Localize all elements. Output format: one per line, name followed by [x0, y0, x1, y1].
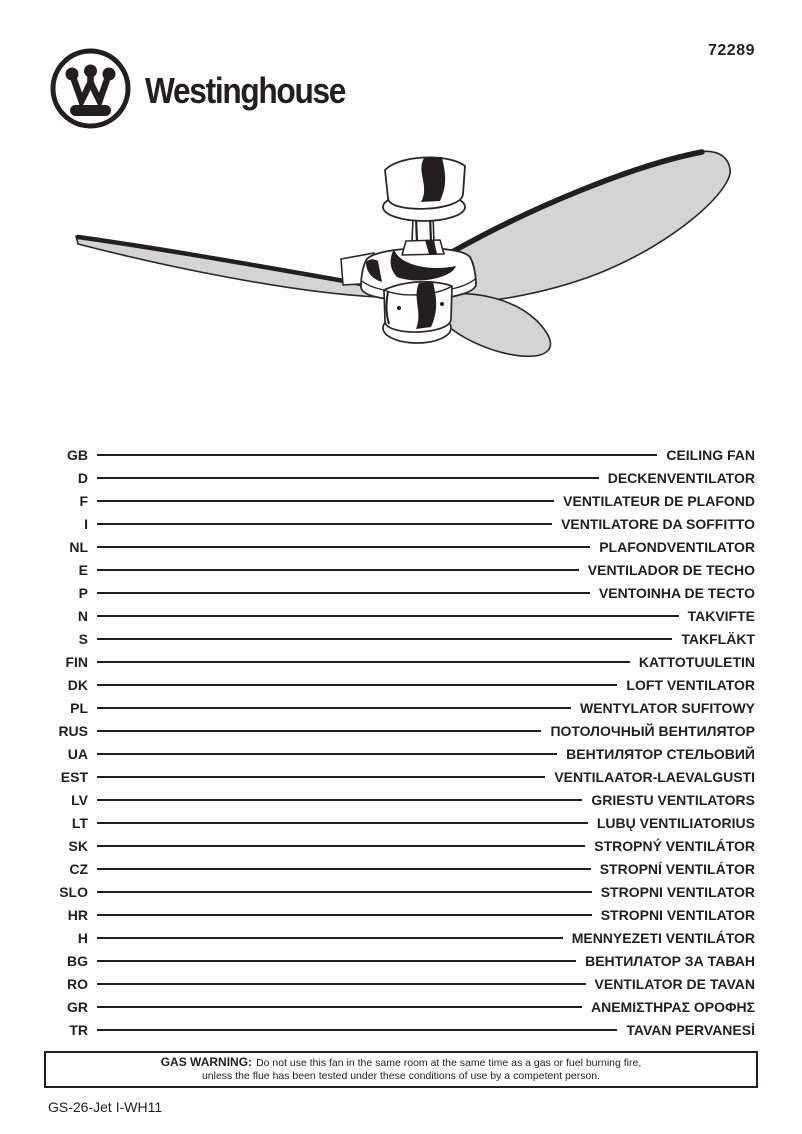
language-code: LT: [71, 814, 88, 831]
language-row: [48, 558, 755, 581]
language-row: [48, 972, 755, 995]
row-divider-line: [97, 1029, 617, 1031]
row-divider-line: [97, 638, 672, 640]
language-label: DECKENVENTILATOR: [607, 469, 755, 486]
language-row: [48, 604, 755, 627]
gas-warning-text-2: unless the flue has been tested under these conditions of use by a competent person.: [201, 1069, 601, 1082]
row-divider-line: [97, 730, 541, 732]
language-code: BG: [67, 952, 88, 969]
language-row: [48, 650, 755, 673]
language-row: [48, 949, 755, 972]
language-row: [48, 995, 755, 1018]
row-divider-line: [97, 845, 585, 847]
language-row: [48, 903, 755, 926]
row-divider-line: [97, 799, 582, 801]
row-divider-line: [97, 937, 563, 939]
language-label: TAKFLÄKT: [681, 630, 755, 647]
language-code: GB: [67, 446, 88, 463]
language-row: [48, 765, 755, 788]
language-row: [48, 673, 755, 696]
row-divider-line: [97, 523, 552, 525]
language-row: [48, 857, 755, 880]
ceiling-fan-figure: [0, 140, 802, 410]
language-row: [48, 696, 755, 719]
language-code: UA: [67, 745, 88, 762]
language-code: RUS: [58, 722, 88, 739]
language-label: ΑΝΕΜΙΣΤΗΡΑΣ ΟΡΟΦΗΣ: [591, 998, 755, 1015]
language-code: RO: [67, 975, 88, 992]
language-label: VENTILAATOR-LAEVALGUSTI: [554, 768, 755, 785]
language-label: WENTYLATOR SUFITOWY: [580, 699, 755, 716]
ceiling-fan-illustration-icon: [0, 140, 802, 410]
language-label: ПОТОЛОЧНЫЙ ВЕНТИЛЯТОР: [550, 722, 755, 739]
language-row: [48, 627, 755, 650]
language-label: LUBŲ VENTILIATORIUS: [596, 814, 755, 831]
language-code: HR: [67, 906, 88, 923]
language-code: I: [84, 515, 88, 532]
gas-warning-title: GAS WARNING:: [160, 1055, 253, 1069]
gas-warning-line-1: [54, 1056, 748, 1070]
row-divider-line: [97, 661, 630, 663]
language-row: [48, 535, 755, 558]
language-label: VENTILADOR DE TECHO: [587, 561, 755, 578]
language-label: VENTILATEUR DE PLAFOND: [563, 492, 755, 509]
language-code: S: [78, 630, 88, 647]
row-divider-line: [97, 477, 599, 479]
row-divider-line: [97, 592, 590, 594]
language-row: [48, 788, 755, 811]
language-label: TAKVIFTE: [687, 607, 755, 624]
language-label: STROPNI VENTILATOR: [600, 906, 755, 923]
language-label: VENTILATORE DA SOFFITTO: [561, 515, 755, 532]
language-row: [48, 811, 755, 834]
westinghouse-logo-icon: [48, 46, 133, 131]
language-code: H: [77, 929, 88, 946]
row-divider-line: [97, 868, 591, 870]
language-row: [48, 834, 755, 857]
language-code: LV: [71, 791, 88, 808]
gas-warning-text-1: Do not use this fan in the same room at the same time as a gas or fuel burning fire,: [256, 1057, 642, 1069]
language-label: VENTILATOR DE TAVAN: [594, 975, 755, 992]
row-divider-line: [97, 891, 592, 893]
language-code: CZ: [69, 860, 88, 877]
language-list: [48, 443, 755, 1041]
language-code: E: [78, 561, 88, 578]
language-label: TAVAN PERVANESİ: [626, 1021, 755, 1038]
row-divider-line: [97, 914, 592, 916]
row-divider-line: [97, 684, 617, 686]
row-divider-line: [97, 822, 588, 824]
row-divider-line: [97, 983, 586, 985]
row-divider-line: [97, 1006, 582, 1008]
language-label: VENTOINHA DE TECTO: [598, 584, 755, 601]
language-code: FIN: [65, 653, 88, 670]
language-label: MENNYEZETI VENTILÁTOR: [571, 929, 755, 946]
language-row: [48, 880, 755, 903]
model-code: GS-26-Jet I-WH11: [48, 1099, 163, 1115]
language-row: [48, 466, 755, 489]
language-label: PLAFONDVENTILATOR: [599, 538, 755, 555]
language-code: PL: [70, 699, 88, 716]
language-label: ВЕНТИЛЯТОР СТЕЛЬОВИЙ: [566, 745, 755, 762]
language-row: [48, 926, 755, 949]
language-row: [48, 581, 755, 604]
language-code: GR: [67, 998, 88, 1015]
row-divider-line: [97, 776, 545, 778]
row-divider-line: [97, 707, 571, 709]
language-row: [48, 1018, 755, 1041]
language-code: NL: [69, 538, 88, 555]
language-code: TR: [69, 1021, 88, 1038]
row-divider-line: [97, 546, 590, 548]
language-code: DK: [67, 676, 88, 693]
row-divider-line: [97, 454, 657, 456]
gas-warning-box: [44, 1051, 758, 1088]
language-code: SLO: [59, 883, 88, 900]
language-label: LOFT VENTILATOR: [626, 676, 755, 693]
language-code: F: [79, 492, 88, 509]
language-row: [48, 512, 755, 535]
language-row: [48, 719, 755, 742]
language-label: GRIESTU VENTILATORS: [591, 791, 755, 808]
language-label: STROPNÝ VENTILÁTOR: [594, 837, 755, 854]
language-row: [48, 742, 755, 765]
row-divider-line: [97, 753, 557, 755]
language-code: SK: [68, 837, 88, 854]
row-divider-line: [97, 569, 579, 571]
part-number: 72289: [708, 42, 755, 59]
language-label: STROPNI VENTILATOR: [600, 883, 755, 900]
row-divider-line: [97, 500, 554, 502]
row-divider-line: [97, 615, 679, 617]
language-code: N: [77, 607, 88, 624]
language-label: KATTOTUULETIN: [638, 653, 755, 670]
language-label: ВЕНТИЛАТОР ЗА ТАВАН: [585, 952, 755, 969]
language-code: D: [77, 469, 88, 486]
language-label: STROPNÍ VENTILÁTOR: [599, 860, 755, 877]
brand-name: Westinghouse: [145, 69, 346, 111]
language-code: EST: [60, 768, 88, 785]
row-divider-line: [97, 960, 576, 962]
language-label: CEILING FAN: [666, 446, 755, 463]
language-code: P: [78, 584, 88, 601]
language-row: [48, 489, 755, 512]
brand-header: [48, 46, 372, 131]
language-row: [48, 443, 755, 466]
